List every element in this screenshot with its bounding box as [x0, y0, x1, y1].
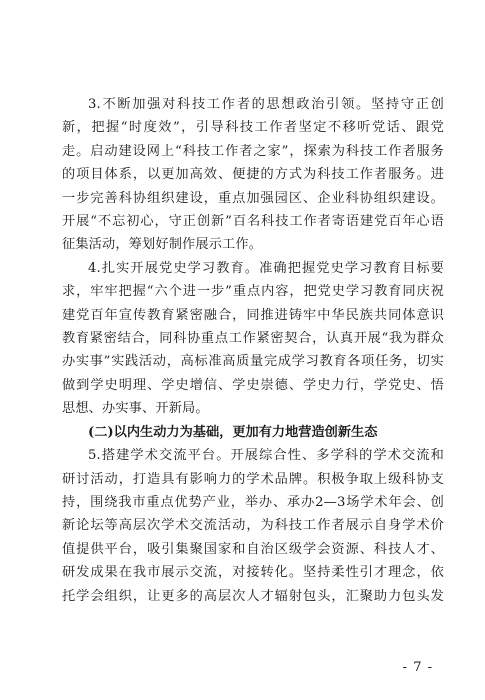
- text-line: 一步完善科协组织建设，重点加强园区、企业科协组织建设。: [62, 190, 444, 206]
- text-line: 思想、办实事、开新局。: [62, 401, 209, 417]
- text-line: 教育紧密结合，同科协重点工作紧密契合，认真开展“我为群众: [62, 331, 444, 347]
- text-line: 研讨活动，打造具有影响力的学术品牌。积极争取上级科协支: [62, 471, 444, 487]
- text-line: 新论坛等高层次学术交流活动，为科技工作者展示自身学术价: [62, 518, 444, 534]
- text-line: 求，牢牢把握“六个进一步”重点内容，把党史学习教育同庆祝: [62, 284, 444, 300]
- text-line: 托学会组织，让更多的高层次人才辐射包头，汇聚助力包头发: [62, 588, 444, 604]
- text-line: 的项目体系，以更加高效、便捷的方式为科技工作者服务。进: [62, 167, 444, 183]
- text-line: 办实事”实践活动，高标准高质量完成学习教育各项任务，切实: [62, 354, 444, 370]
- text-line: 持，围绕我市重点优势产业，举办、承办2—3场学术年会、创: [62, 494, 444, 510]
- paragraph-5: [62, 444, 444, 608]
- paragraph-3: [62, 93, 444, 257]
- text-line: 征集活动，筹划好制作展示工作。: [62, 237, 263, 253]
- page-number: - 7 -: [402, 660, 433, 675]
- text-line: 做到学史明理、学史增信、学史崇德、学史力行，学党史、悟: [62, 377, 444, 393]
- text-line: 走。启动建设网上“科技工作者之家”，探索为科技工作者服务: [62, 143, 444, 159]
- text-line: 研发成果在我市展示交流，对接转化。坚持柔性引才理念，依: [62, 565, 444, 581]
- text-line: 开展“不忘初心，守正创新”百名科技工作者寄语建党百年心语: [62, 214, 444, 230]
- text-line: 值提供平台，吸引集聚国家和自治区级学会资源、科技人才、: [62, 541, 444, 557]
- text-line: 4.扎实开展党史学习教育。准确把握党史学习教育目标要: [88, 260, 444, 276]
- section-heading: (二)以内生动力为基础，更加有力地营造创新生态: [88, 424, 378, 440]
- text-line: 建党百年宣传教育紧密融合，同推进铸牢中华民族共同体意识: [62, 307, 444, 323]
- text-line: 5.搭建学术交流平台。开展综合性、多学科的学术交流和: [88, 448, 444, 464]
- document-body: [62, 93, 444, 608]
- text-line: 新，把握“时度效”，引导科技工作者坚定不移听党话、跟党: [62, 120, 444, 136]
- text-line: 3.不断加强对科技工作者的思想政治引领。坚持守正创: [88, 97, 444, 112]
- paragraph-4: [62, 257, 444, 421]
